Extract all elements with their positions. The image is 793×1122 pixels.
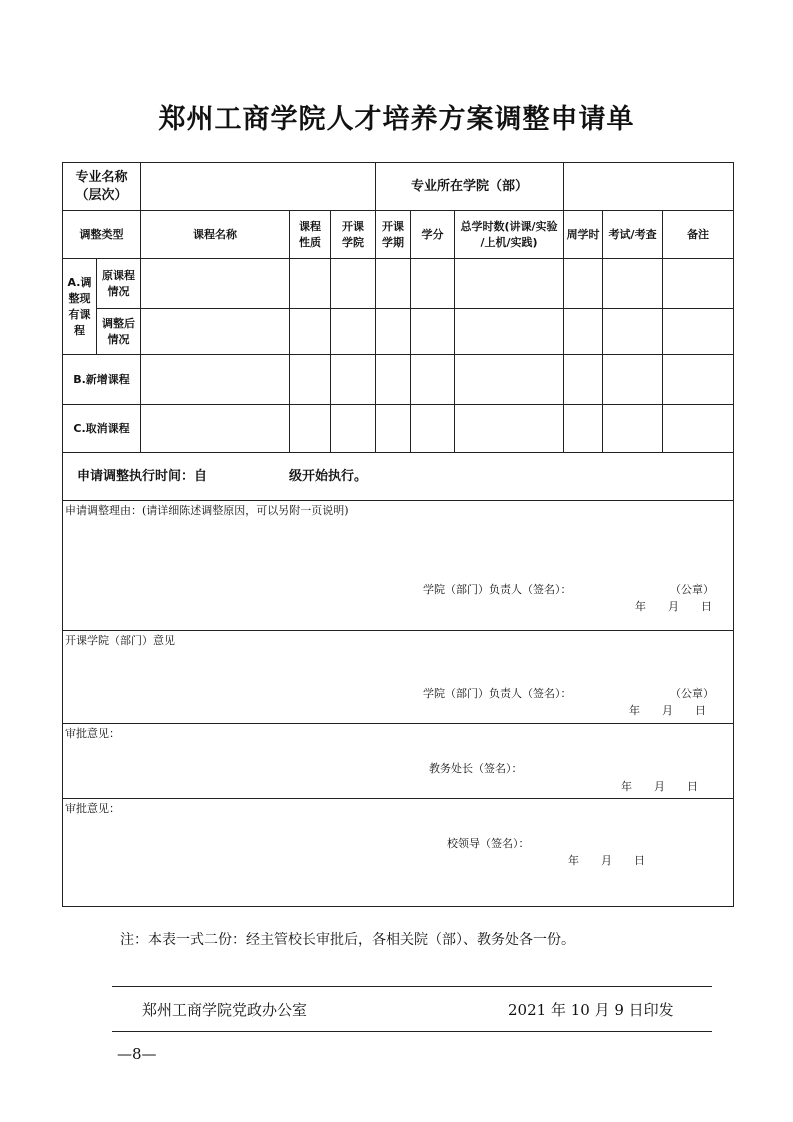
approval2-row	[63, 799, 734, 907]
approval1-date: 年 月 日	[621, 780, 698, 793]
col-header-weekly-hours: 周学时	[564, 211, 603, 259]
table-cell[interactable]	[331, 355, 376, 405]
col-header-exam: 考试/考查	[603, 211, 663, 259]
col-header-total-hours: 总学时数(讲课/实验 /上机/实践)	[455, 211, 564, 259]
form-note: 注：本表一式二份：经主管校长审批后，各相关院（部）、教务处各一份。	[120, 932, 575, 948]
major-name-field[interactable]	[141, 163, 376, 211]
issue-date: 2021 年 10 月 9 日印发	[508, 1001, 674, 1019]
exec-time-row	[63, 453, 734, 501]
reason-row	[63, 501, 734, 631]
exec-time-cell[interactable]	[63, 453, 734, 501]
col-header-credit: 学分	[411, 211, 455, 259]
table-cell[interactable]	[564, 355, 603, 405]
table-cell[interactable]	[331, 259, 376, 309]
approval1-label: 审批意见：	[65, 727, 120, 740]
cancel-course-label: C.取消课程	[63, 405, 141, 453]
table-cell[interactable]	[376, 309, 411, 355]
reason-signer: 学院（部门）负责人（签名）：	[423, 583, 572, 596]
table-cell[interactable]	[376, 355, 411, 405]
table-cell[interactable]	[376, 259, 411, 309]
table-cell[interactable]	[564, 259, 603, 309]
col-header-course-name: 课程名称	[141, 211, 290, 259]
table-row	[63, 405, 734, 453]
table-cell[interactable]	[564, 405, 603, 453]
table-cell[interactable]	[290, 259, 331, 309]
table-cell[interactable]	[455, 309, 564, 355]
exec-time-prefix: 申请调整执行时间：自	[77, 469, 208, 484]
table-cell[interactable]	[663, 405, 734, 453]
reason-seal: （公章）	[670, 583, 714, 596]
col-header-offer-college: 开课 学院	[331, 211, 376, 259]
adjust-existing-label: A.调 整现 有课 程	[63, 259, 97, 355]
approval2-label: 审批意见：	[65, 802, 120, 815]
table-cell[interactable]	[603, 355, 663, 405]
college-field[interactable]	[564, 163, 734, 211]
new-course-label: B.新增课程	[63, 355, 141, 405]
exec-time-suffix: 级开始执行。	[289, 469, 368, 484]
footer-bottom-rule	[112, 1031, 712, 1032]
offer-opinion-seal: （公章）	[670, 687, 714, 700]
header-row	[63, 211, 734, 259]
major-row	[63, 163, 734, 211]
college-label: 专业所在学院（部）	[376, 163, 564, 211]
table-row	[63, 259, 734, 309]
table-cell[interactable]	[455, 259, 564, 309]
col-header-type: 调整类型	[63, 211, 141, 259]
approval1-box[interactable]	[63, 724, 734, 799]
table-cell[interactable]	[663, 259, 734, 309]
table-cell[interactable]	[411, 355, 455, 405]
original-course-label: 原课程 情况	[97, 259, 141, 309]
reason-label: 申请调整理由：(请详细陈述调整原因，可以另附一页说明)	[65, 504, 349, 517]
table-cell[interactable]	[331, 405, 376, 453]
application-form-table	[62, 162, 734, 907]
table-cell[interactable]	[663, 355, 734, 405]
table-cell[interactable]	[455, 405, 564, 453]
col-header-nature: 课程 性质	[290, 211, 331, 259]
table-cell[interactable]	[290, 355, 331, 405]
table-cell[interactable]	[663, 309, 734, 355]
col-header-offer-term: 开课 学期	[376, 211, 411, 259]
offer-opinion-label: 开课学院（部门）意见	[65, 634, 175, 647]
issuing-office: 郑州工商学院党政办公室	[142, 1001, 308, 1019]
offer-opinion-row	[63, 631, 734, 724]
table-cell[interactable]	[376, 405, 411, 453]
table-cell[interactable]	[603, 259, 663, 309]
offer-opinion-date: 年 月 日	[629, 704, 706, 717]
table-cell[interactable]	[564, 309, 603, 355]
offer-opinion-signer: 学院（部门）负责人（签名）：	[423, 687, 572, 700]
table-cell[interactable]	[290, 309, 331, 355]
col-header-remark: 备注	[663, 211, 734, 259]
table-cell[interactable]	[141, 405, 290, 453]
table-cell[interactable]	[455, 355, 564, 405]
footer-top-rule	[112, 986, 712, 987]
table-cell[interactable]	[331, 309, 376, 355]
reason-box[interactable]	[63, 501, 734, 631]
table-cell[interactable]	[290, 405, 331, 453]
table-row	[63, 309, 734, 355]
table-cell[interactable]	[411, 259, 455, 309]
table-cell[interactable]	[141, 259, 290, 309]
table-cell[interactable]	[141, 355, 290, 405]
major-name-label: 专业名称 （层次）	[63, 163, 141, 211]
approval2-signer: 校领导（签名）：	[447, 837, 530, 850]
table-cell[interactable]	[411, 309, 455, 355]
approval2-date: 年 月 日	[568, 854, 645, 867]
reason-date: 年 月 日	[635, 600, 712, 613]
table-cell[interactable]	[603, 405, 663, 453]
page-title: 郑州工商学院人才培养方案调整申请单	[158, 104, 635, 135]
approval1-signer: 教务处长（签名）：	[429, 762, 523, 775]
table-cell[interactable]	[603, 309, 663, 355]
table-cell[interactable]	[141, 309, 290, 355]
approval2-box[interactable]	[63, 799, 734, 907]
adjusted-course-label: 调整后 情况	[97, 309, 141, 355]
approval1-row	[63, 724, 734, 799]
page-number: —8—	[117, 1045, 157, 1063]
table-cell[interactable]	[411, 405, 455, 453]
offer-opinion-box[interactable]	[63, 631, 734, 724]
table-row	[63, 355, 734, 405]
